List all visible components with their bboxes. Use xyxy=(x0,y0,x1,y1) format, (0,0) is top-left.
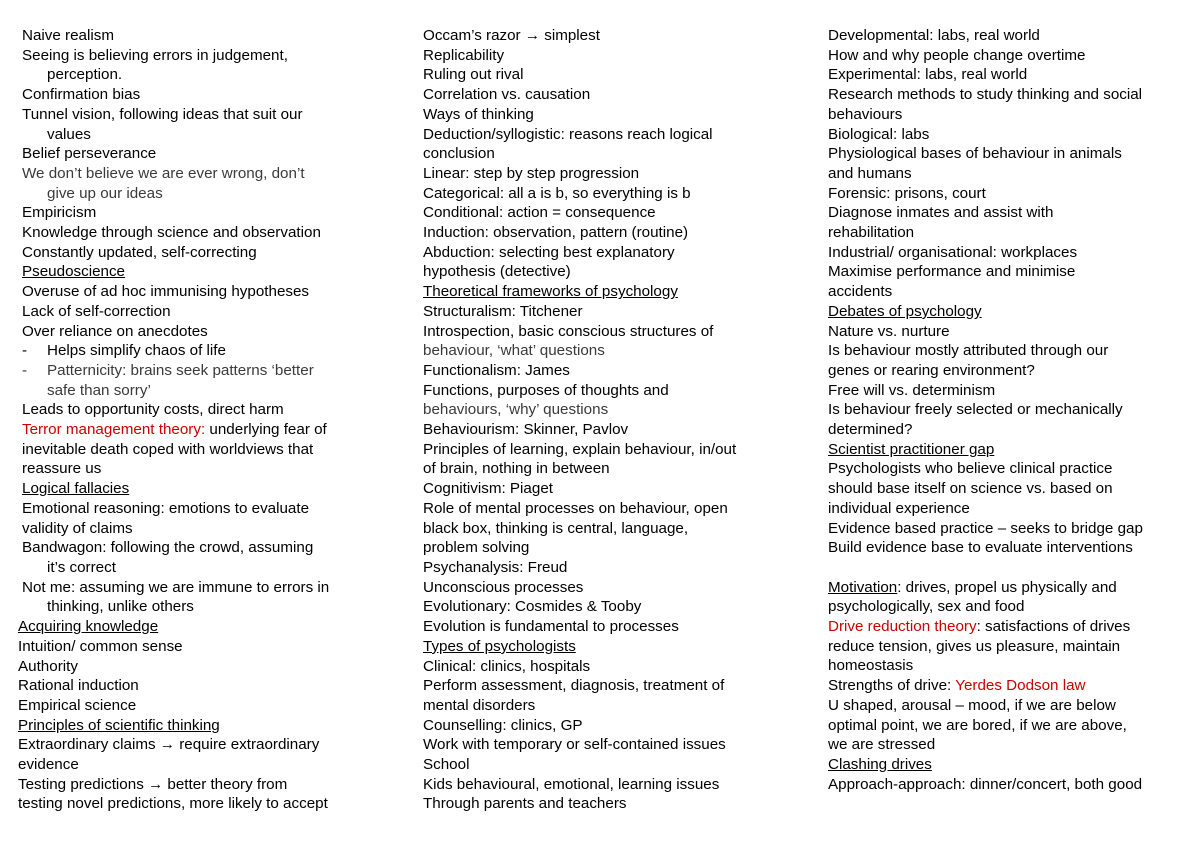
bullet-item: - Patternicity: brains seek patterns ‘better xyxy=(22,361,397,381)
text-line: Functions, purposes of thoughts and xyxy=(423,381,669,399)
text-line: Biological: labs xyxy=(828,125,930,143)
text-line xyxy=(828,676,1193,696)
text-fragment: : drives, propel us physically and xyxy=(897,578,1117,596)
text-line: Rational induction xyxy=(18,677,139,695)
text-line: and humans xyxy=(828,164,912,182)
text-line: Correlation vs. causation xyxy=(423,86,591,104)
text-line: Authority xyxy=(18,657,78,675)
text-line: genes or rearing environment? xyxy=(828,361,1035,379)
text-fragment: Strengths of drive: xyxy=(828,677,956,695)
highlight-term: Yerdes Dodson law xyxy=(955,677,1086,695)
text-line: Over reliance on anecdotes xyxy=(22,322,208,340)
text-line: Introspection, basic conscious structures of xyxy=(423,322,714,340)
text-line: give up our ideas xyxy=(47,184,163,202)
text-line: Ruling out rival xyxy=(423,66,524,84)
text-line: Nature vs. nurture xyxy=(828,322,950,340)
text-line: it’s correct xyxy=(47,558,116,576)
text-line: safe than sorry’ xyxy=(47,381,151,399)
text-line: Naive realism xyxy=(22,27,114,44)
text-line: Conditional: action = consequence xyxy=(423,204,656,222)
text-line: homeostasis xyxy=(828,657,914,675)
text-line: behaviours xyxy=(828,105,903,123)
text-line: Lack of self-correction xyxy=(22,302,171,320)
text-line: Free will vs. determinism xyxy=(828,381,996,399)
text-line: Through parents and teachers xyxy=(423,795,627,813)
section-heading-scientific-thinking: Principles of scientific thinking xyxy=(18,716,220,734)
text-line xyxy=(828,617,1193,637)
text-line: rehabilitation xyxy=(828,224,915,242)
text-line: Intuition/ common sense xyxy=(18,637,183,655)
text-line: Counselling: clinics, GP xyxy=(423,716,583,734)
text-line: Forensic: prisons, court xyxy=(828,184,986,202)
section-heading-debates: Debates of psychology xyxy=(828,302,982,320)
text-line: mental disorders xyxy=(423,696,536,714)
bullet-item: - Helps simplify chaos of life xyxy=(22,341,397,361)
section-heading-pseudoscience: Pseudoscience xyxy=(22,263,126,281)
text-line: Kids behavioural, emotional, learning issues xyxy=(423,775,720,793)
text-line: Research methods to study thinking and social xyxy=(828,86,1143,104)
text-line: Industrial/ organisational: workplaces xyxy=(828,243,1078,261)
section-heading-motivation: Motivation xyxy=(828,578,898,596)
text-line: Behaviourism: Skinner, Pavlov xyxy=(423,421,629,439)
text-line: Tunnel vision, following ideas that suit our xyxy=(22,105,303,123)
text-line: behaviours, ‘why’ questions xyxy=(423,401,609,419)
text-line: behaviour, ‘what’ questions xyxy=(423,342,605,360)
text-line: Clinical: clinics, hospitals xyxy=(423,657,591,675)
text-line: testing novel predictions, more likely to accept xyxy=(18,795,328,813)
text-line: validity of claims xyxy=(22,519,133,537)
text-line: of brain, nothing in between xyxy=(423,460,610,478)
text-line: perception. xyxy=(47,66,123,84)
section-heading-clashing-drives: Clashing drives xyxy=(828,756,932,773)
text-line: evidence xyxy=(18,756,79,774)
text-line: Not me: assuming we are immune to errors in xyxy=(22,578,330,596)
text-line: problem solving xyxy=(423,539,530,557)
text-line: inevitable death coped with worldviews that xyxy=(22,440,314,458)
text-line: should base itself on science vs. based on xyxy=(828,480,1113,498)
notes-column-3 xyxy=(828,26,1193,794)
text-line: psychologically, sex and food xyxy=(828,598,1025,616)
text-line: Physiological bases of behaviour in animals xyxy=(828,145,1122,163)
text-line: Overuse of ad hoc immunising hypotheses xyxy=(22,283,310,301)
text-line: Induction: observation, pattern (routine) xyxy=(423,224,689,242)
section-heading-theoretical-frameworks: Theoretical frameworks of psychology xyxy=(423,283,678,301)
text-line: Extraordinary claims → require extraordinary xyxy=(18,736,320,754)
text-line: Psychologists who believe clinical practice xyxy=(828,460,1113,478)
text-line: Evolutionary: Cosmides & Tooby xyxy=(423,598,642,616)
text-line: Evolution is fundamental to processes xyxy=(423,618,679,636)
text-line: Build evidence base to evaluate interventions xyxy=(828,539,1133,557)
text-line: Categorical: all a is b, so everything is b xyxy=(423,184,691,202)
text-line: Maximise performance and minimise xyxy=(828,263,1076,281)
notes-column-2 xyxy=(423,26,798,814)
text-line: optimal point, we are bored, if we are above, xyxy=(828,716,1127,734)
text-line xyxy=(22,420,397,440)
text-line: Ways of thinking xyxy=(423,105,534,123)
text-line: Psychanalysis: Freud xyxy=(423,558,568,576)
section-heading-types-of-psychologists: Types of psychologists xyxy=(423,637,576,655)
text-line: reassure us xyxy=(22,460,102,478)
section-heading-logical-fallacies: Logical fallacies xyxy=(22,480,130,498)
text-line: Unconscious processes xyxy=(423,578,584,596)
text-line: Occam’s razor → simplest xyxy=(423,27,600,44)
text-line: Is behaviour mostly attributed through our xyxy=(828,342,1109,360)
text-line: Functionalism: James xyxy=(423,361,570,379)
text-line: Leads to opportunity costs, direct harm xyxy=(22,401,284,419)
notes-column-1 xyxy=(18,26,397,814)
text-line: How and why people change overtime xyxy=(828,46,1086,64)
text-line: Experimental: labs, real world xyxy=(828,66,1028,84)
text-line: U shaped, arousal – mood, if we are below xyxy=(828,696,1116,714)
text-line xyxy=(828,578,1193,598)
text-line: individual experience xyxy=(828,499,970,517)
text-line: black box, thinking is central, language, xyxy=(423,519,689,537)
text-line: Confirmation bias xyxy=(22,86,141,104)
text-line: we are stressed xyxy=(828,736,936,754)
text-line: School xyxy=(423,756,470,774)
text-line: Empirical science xyxy=(18,696,137,714)
text-line: Deduction/syllogistic: reasons reach logical xyxy=(423,125,713,143)
text-line: Seeing is believing errors in judgement, xyxy=(22,46,288,64)
text-fragment: underlying fear of xyxy=(205,421,327,439)
text-line: Role of mental processes on behaviour, open xyxy=(423,499,728,517)
text-line: thinking, unlike others xyxy=(47,598,194,616)
text-line: Is behaviour freely selected or mechanically xyxy=(828,401,1123,419)
section-heading-scientist-practitioner-gap: Scientist practitioner gap xyxy=(828,440,995,458)
text-line: Diagnose inmates and assist with xyxy=(828,204,1054,222)
highlight-term: Drive reduction theory xyxy=(828,618,977,636)
text-line: Cognitivism: Piaget xyxy=(423,480,553,498)
text-line: Abduction: selecting best explanatory xyxy=(423,243,675,261)
text-line: hypothesis (detective) xyxy=(423,263,571,281)
text-line: Belief perseverance xyxy=(22,145,157,163)
text-line: values xyxy=(47,125,91,143)
text-line: Approach-approach: dinner/concert, both good xyxy=(828,775,1143,793)
text-line: Principles of learning, explain behaviour, in/out xyxy=(423,440,737,458)
text-line: Constantly updated, self-correcting xyxy=(22,243,257,261)
text-fragment: : satisfactions of drives xyxy=(976,618,1131,636)
text-line: Structuralism: Titchener xyxy=(423,302,583,320)
text-line: Empiricism xyxy=(22,204,97,222)
text-line: Linear: step by step progression xyxy=(423,164,640,182)
text-line: We don’t believe we are ever wrong, don’t xyxy=(22,164,305,182)
text-line: determined? xyxy=(828,421,913,439)
blank-line xyxy=(828,558,1193,578)
text-line: Replicability xyxy=(423,46,505,64)
text-line: Knowledge through science and observation xyxy=(22,224,321,242)
highlight-term: Terror management theory: xyxy=(22,421,206,439)
text-line: Bandwagon: following the crowd, assuming xyxy=(22,539,314,557)
section-heading-acquiring-knowledge: Acquiring knowledge xyxy=(18,618,159,636)
text-line: reduce tension, gives us pleasure, maintain xyxy=(828,637,1121,655)
text-line: Perform assessment, diagnosis, treatment of xyxy=(423,677,725,695)
text-line: accidents xyxy=(828,283,893,301)
text-line: Developmental: labs, real world xyxy=(828,27,1040,44)
text-line: Testing predictions → better theory from xyxy=(18,775,288,793)
text-line: Evidence based practice – seeks to bridge gap xyxy=(828,519,1143,537)
text-line: Work with temporary or self-contained issues xyxy=(423,736,726,754)
text-line: Emotional reasoning: emotions to evaluate xyxy=(22,499,310,517)
text-line: conclusion xyxy=(423,145,495,163)
